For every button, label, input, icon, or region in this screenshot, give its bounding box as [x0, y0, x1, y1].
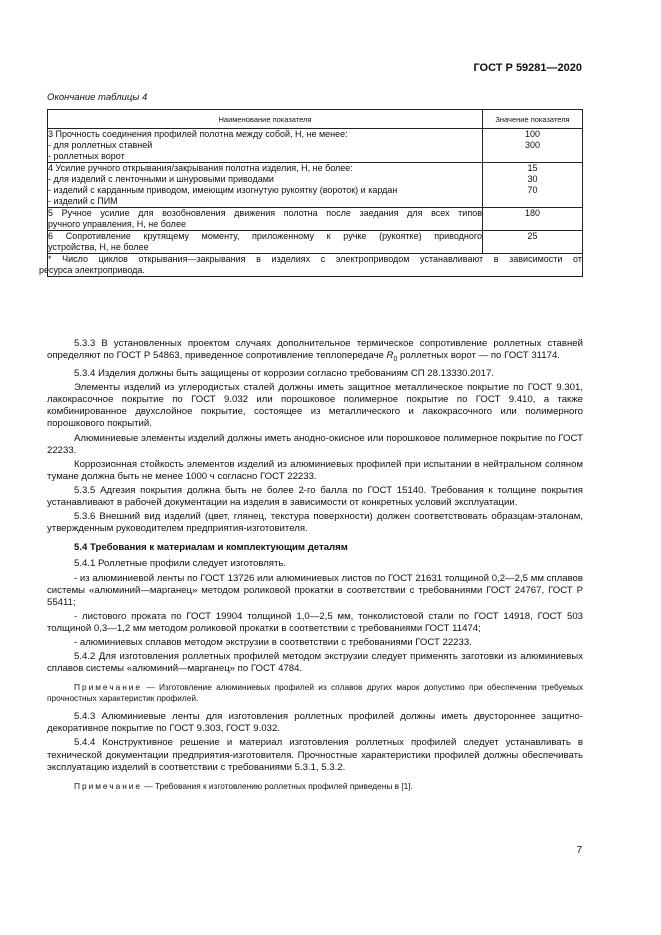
paragraph-5-3-6: 5.3.6 Внешний вид изделий (цвет, глянец, текстура поверхности) должен соответствовать образцам-эталонам, утвержденным руководителем предприятия-изготовителя.	[47, 511, 583, 535]
row-line: - для роллетных ставней	[48, 140, 153, 150]
footnote-line: * Число циклов открывания—закрывания в изделиях с электроприводом устанавливают в зависимости от	[48, 254, 582, 264]
resistance-subscript: 0	[393, 356, 398, 363]
paragraph-5-3-5: 5.3.5 Адгезия покрытия должна быть не более 2-го балла по ГОСТ 15140. Требования к толщине покрытия устанавливают в рабочей документации на изделия в зависимости от конкретных условий эксплуатации.	[47, 484, 583, 509]
paragraph-5-4-1: 5.4.1 Роллетные профили следует изготовлять.	[74, 558, 287, 570]
table-4	[39, 109, 583, 277]
row-value: 100	[524, 129, 541, 139]
document-id-header: ГОСТ Р 59281—2020	[473, 62, 582, 74]
row-line: - для изделий с ленточными и шнуровыми приводами	[48, 174, 274, 184]
table-cell-value	[483, 208, 583, 231]
paragraph-5-4-2: 5.4.2 Для изготовления роллетных профилей методом экструзии следует применять заготовки из алюминиевых сплавов системы «алюминий—марганец» по ГОСТ 4784.	[47, 651, 583, 675]
note-2: Примечание — Требования к изготовлению роллетных профилей приведены в [1].	[74, 780, 413, 791]
paragraph-corrosion: Коррозионная стойкость элементов изделий из алюминиевых профилей при испытании в нейтральном соляном тумане должна быть не менее 1000 ч согласно ГОСТ 22233.	[47, 458, 583, 482]
footnote-line: ресурса электропривода.	[39, 265, 145, 275]
table-cell-name	[48, 208, 483, 231]
note-label: Примечание	[74, 682, 143, 693]
paragraph-5-3-4: 5.3.4 Изделия должны быть защищены от коррозии согласно требованиям СП 28.13330.2017.	[74, 368, 494, 380]
table-footnote	[39, 254, 583, 277]
table-row	[48, 129, 583, 163]
paragraph-5-4-3: 5.4.3 Алюминиевые ленты для изготовления роллетных профилей должны иметь двустороннее защитно-декоративное покрытие по ГОСТ 9.303, ГОСТ 9.032.	[47, 711, 583, 735]
table-cell-value	[483, 231, 583, 254]
row-line: 6 Сопротивление крутящему моменту, приложенному к ручке (рукоятке) приводного	[48, 231, 482, 241]
table-cell-name	[48, 129, 483, 163]
document-body	[47, 338, 583, 799]
row-line: - роллетных ворот	[48, 151, 125, 161]
row-value: 15	[527, 163, 538, 173]
col-header-name: Наименование показателя	[48, 110, 483, 129]
row-line: 5 Ручное усилие для возобновления движения полотна после заедания для всех типов	[48, 208, 482, 218]
row-line: - изделий с карданным приводом, имеющим изогнутую рукоятку (вороток) и кардан	[48, 185, 398, 195]
list-item-extrusion: - алюминиевых сплавов методом экструзии в соответствии с требованиями ГОСТ 22233.	[74, 636, 472, 648]
row-value: 25	[527, 231, 538, 241]
resistance-symbol: R	[386, 350, 394, 362]
row-line: 3 Прочность соединения профилей полотна между собой, Н, не менее:	[48, 129, 348, 139]
paragraph-aluminium-coating: Алюминиевые элементы изделий должны иметь анодно-окисное или порошковое полимерное покрытие по ГОСТ 22233.	[47, 432, 583, 456]
table-row	[48, 163, 583, 208]
table-cell-value	[483, 163, 583, 208]
list-item-steel-sheet: - листового проката по ГОСТ 19904 толщиной 1,0—2,5 мм, тонколистовой стали по ГОСТ 14918, ГОСТ 503 толщиной 0,3—1,2 мм методом роликовой прокатки в соответствии с требованиями ГОСТ 11474;	[47, 610, 583, 634]
paragraph-steel-coating: Элементы изделий из углеродистых сталей должны иметь защитное металлическое покрытие по ГОСТ 9.301, лакокрасочное покрытие по ГОСТ 9.032 или порошковое полимерное покрытие по ГОСТ 9.410, а также комбинированное двухслойное покрытие, состоящее из металлического и лакокрасочного или полимерного порошкового покрытий.	[47, 382, 583, 430]
row-line: устройства, Н, не более	[48, 242, 149, 252]
row-line: ручного управления, Н, не более	[48, 219, 186, 229]
row-value: 30	[527, 174, 538, 184]
row-value: 180	[524, 208, 541, 218]
table-cell-name	[48, 163, 483, 208]
table-cell-value	[483, 129, 583, 163]
table-row	[48, 208, 583, 231]
row-value: 300	[524, 140, 541, 150]
row-line: - изделий с ПИМ	[48, 196, 118, 206]
table-footnote-row	[48, 254, 583, 277]
note-label: Примечание	[74, 780, 143, 791]
table-cell-name	[48, 231, 483, 254]
row-line: 4 Усилие ручного открывания/закрывания полотна изделия, Н, не более:	[48, 163, 353, 173]
row-value: 70	[527, 185, 538, 195]
paragraph-5-4-4: 5.4.4 Конструктивное решение и материал изготовления роллетных профилей следует устанавливать в технической документации предприятия-изготовителя. Прочностные характеристики профилей должны обеспечивать эксплуатацию изделий в соответствии с требованиями 5.3.1, 5.3.2.	[47, 737, 583, 773]
table-row	[48, 231, 583, 254]
col-header-value: Значение показателя	[483, 110, 583, 129]
paragraph-5-3-3: 5.3.3 В установленных проектом случаях дополнительное термическое сопротивление роллетных ставней определяют по ГОСТ Р 54863, приведенное сопротивление теплопередаче $R_0$ роллетных ворот — по ГОСТ 31174.	[47, 338, 583, 363]
page-number: 7	[576, 845, 582, 856]
table-header-row	[48, 110, 583, 129]
table-caption: Окончание таблицы 4	[47, 92, 148, 103]
section-heading-5-4: 5.4 Требования к материалам и комплектующим деталям	[74, 542, 348, 554]
list-item-aluminium-strip: - из алюминиевой ленты по ГОСТ 13726 или алюминиевых листов по ГОСТ 21631 толщиной 0,2—2,5 мм сплавов системы «алюминий—марганец» методом роликовой прокатки в соответствии с требованиями ГОСТ 24767, ГОСТ Р 55411;	[47, 572, 583, 608]
note-1: Примечание — Изготовление алюминиевых профилей из сплавов других марок допустимо при обеспечении требуемых прочностных характеристик профилей.	[47, 682, 584, 704]
